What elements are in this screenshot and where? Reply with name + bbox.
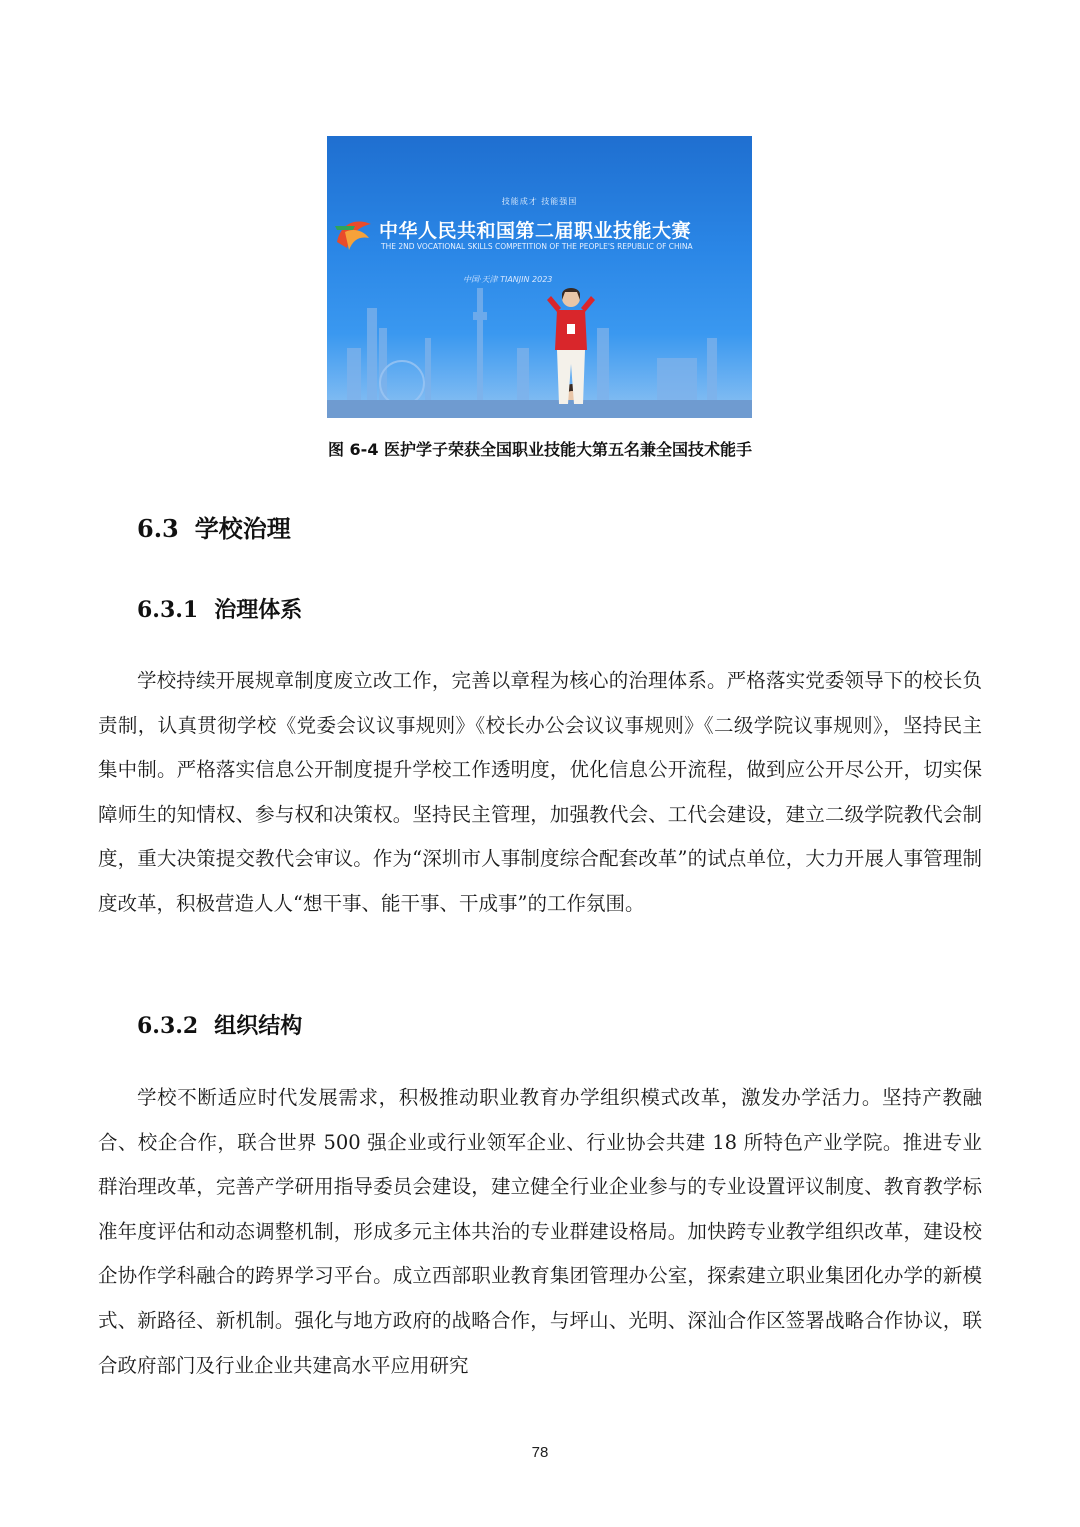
figure-caption: 图 6-4 医护学子荣获全国职业技能大第五名兼全国技术能手 bbox=[327, 440, 753, 459]
photo-slogan: 技能成才 技能强国 bbox=[501, 197, 578, 206]
section-heading bbox=[137, 509, 291, 544]
photo-location: 中国·天津 TIANJIN 2023 bbox=[463, 275, 553, 284]
subsection-title: 治理体系 bbox=[214, 598, 303, 623]
section-number: 6.3 bbox=[137, 514, 179, 543]
page-number: 78 bbox=[531, 1444, 549, 1461]
person-icon bbox=[541, 284, 601, 404]
city-skyline-graphic bbox=[327, 268, 752, 418]
photo-subtitle: THE 2ND VOCATIONAL SKILLS COMPETITION OF THE PEOPLE'S REPUBLIC OF CHINA bbox=[381, 242, 693, 251]
subsection-heading-organization bbox=[137, 1009, 302, 1040]
subsection-heading-governance bbox=[137, 593, 302, 624]
subsection-number: 6.3.1 bbox=[137, 597, 199, 623]
photo-floor bbox=[327, 400, 752, 418]
subsection-number: 6.3.2 bbox=[137, 1013, 199, 1039]
section-title: 学校治理 bbox=[194, 515, 291, 543]
photo-title: 中华人民共和国第二届职业技能大赛 bbox=[379, 220, 692, 242]
subsection-title: 组织结构 bbox=[214, 1014, 303, 1039]
competition-logo-icon bbox=[331, 212, 377, 256]
paragraph-governance: 学校持续开展规章制度废立改工作，完善以章程为核心的治理体系。严格落实党委领导下的校长负责制，认真贯彻学校《党委会议议事规则》《校长办公会议议事规则》《二级学院议事规则》，坚持民主集中制。严格落实信息公开制度提升学校工作透明度，优化信息公开流程，做到应公开尽公开，切实保障师生的知情权、参与权和决策权。坚持民主管理，加强教代会、工代会建设，建立二级学院教代会制度，重大决策提交教代会审议。作为“深圳市人事制度综合配套改革”的试点单位，大力开展人事管理制度改革，积极营造人人“想干事、能干事、干成事”的工作氛围。 bbox=[98, 669, 982, 915]
competition-photo bbox=[327, 136, 752, 418]
paragraph-organization: 学校不断适应时代发展需求，积极推动职业教育办学组织模式改革，激发办学活力。坚持产教融合、校企合作，联合世界 500 强企业或行业领军企业、行业协会共建 18 所特色产业学院。推进专业群治理改革，完善产学研用指导委员会建设，建立健全行业企业参与的专业设置评议制度、教育教学标准年度评估和动态调整机制，形成多元主体共治的专业群建设格局。加快跨专业教学组织改革，建设校企协作学科融合的跨界学习平台。成立西部职业教育集团管理办公室，探索建立职业集团化办学的新模式、新路径、新机制。强化与地方政府的战略合作，与坪山、光明、深汕合作区签署战略合作协议，联合政府部门及行业企业共建高水平应用研究 bbox=[98, 1086, 982, 1377]
